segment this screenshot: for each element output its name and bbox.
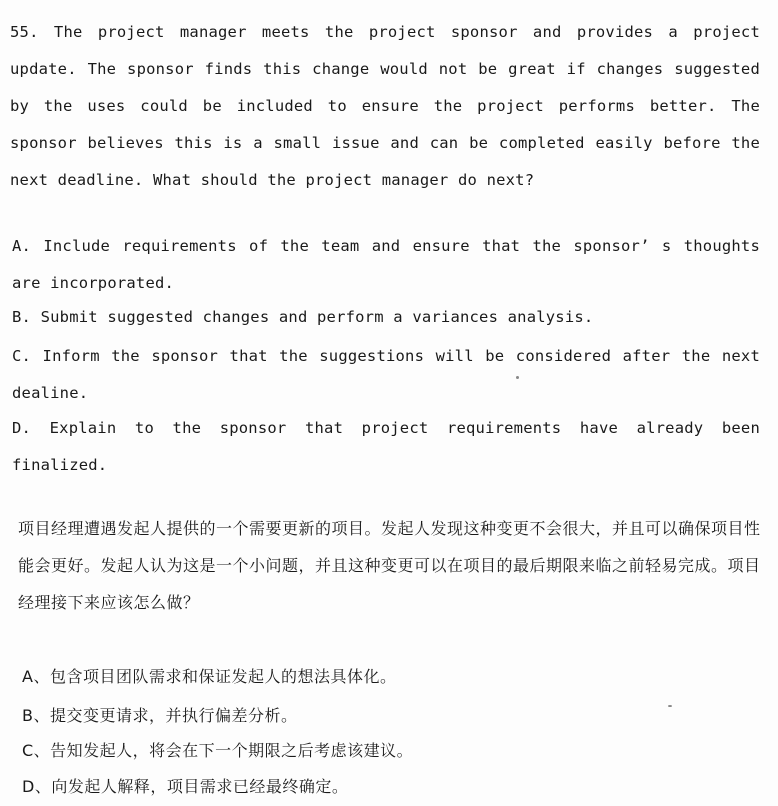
option-d-chinese: D、向发起人解释，项目需求已经最终确定。 <box>22 777 349 796</box>
scan-speck <box>668 705 672 707</box>
option-a-english: A. Include requirements of the team and ensure that the sponsor’ s thoughts are incorporated. <box>12 237 760 292</box>
option-b-chinese: B、提交变更请求，并执行偏差分析。 <box>22 706 298 725</box>
question-english: 55. The project manager meets the project sponsor and provides a project update. The sponsor finds this change would not be great if changes suggested by the uses could be included to ensure the project performs better. The sponsor believes this is a small issue and can be completed easily before the next deadline. What should the project manager do next? <box>10 23 760 189</box>
option-a-chinese: A、包含项目团队需求和保证发起人的想法具体化。 <box>22 667 397 686</box>
option-b-english: B. Submit suggested changes and perform a variances analysis. <box>12 308 594 326</box>
scan-speck <box>516 376 519 379</box>
option-c-chinese: C、告知发起人，将会在下一个期限之后考虑该建议。 <box>22 741 414 760</box>
option-d-english: D. Explain to the sponsor that project requirements have already been finalized. <box>12 419 760 474</box>
question-chinese: 项目经理遭遇发起人提供的一个需要更新的项目。发起人发现这种变更不会很大，并且可以确保项目性能会更好。发起人认为这是一个小问题，并且这种变更可以在项目的最后期限来临之前轻易完成。项目经理接下来应该怎么做？ <box>18 519 761 612</box>
option-c-english: C. Inform the sponsor that the suggestions will be considered after the next dealine. <box>12 347 760 402</box>
